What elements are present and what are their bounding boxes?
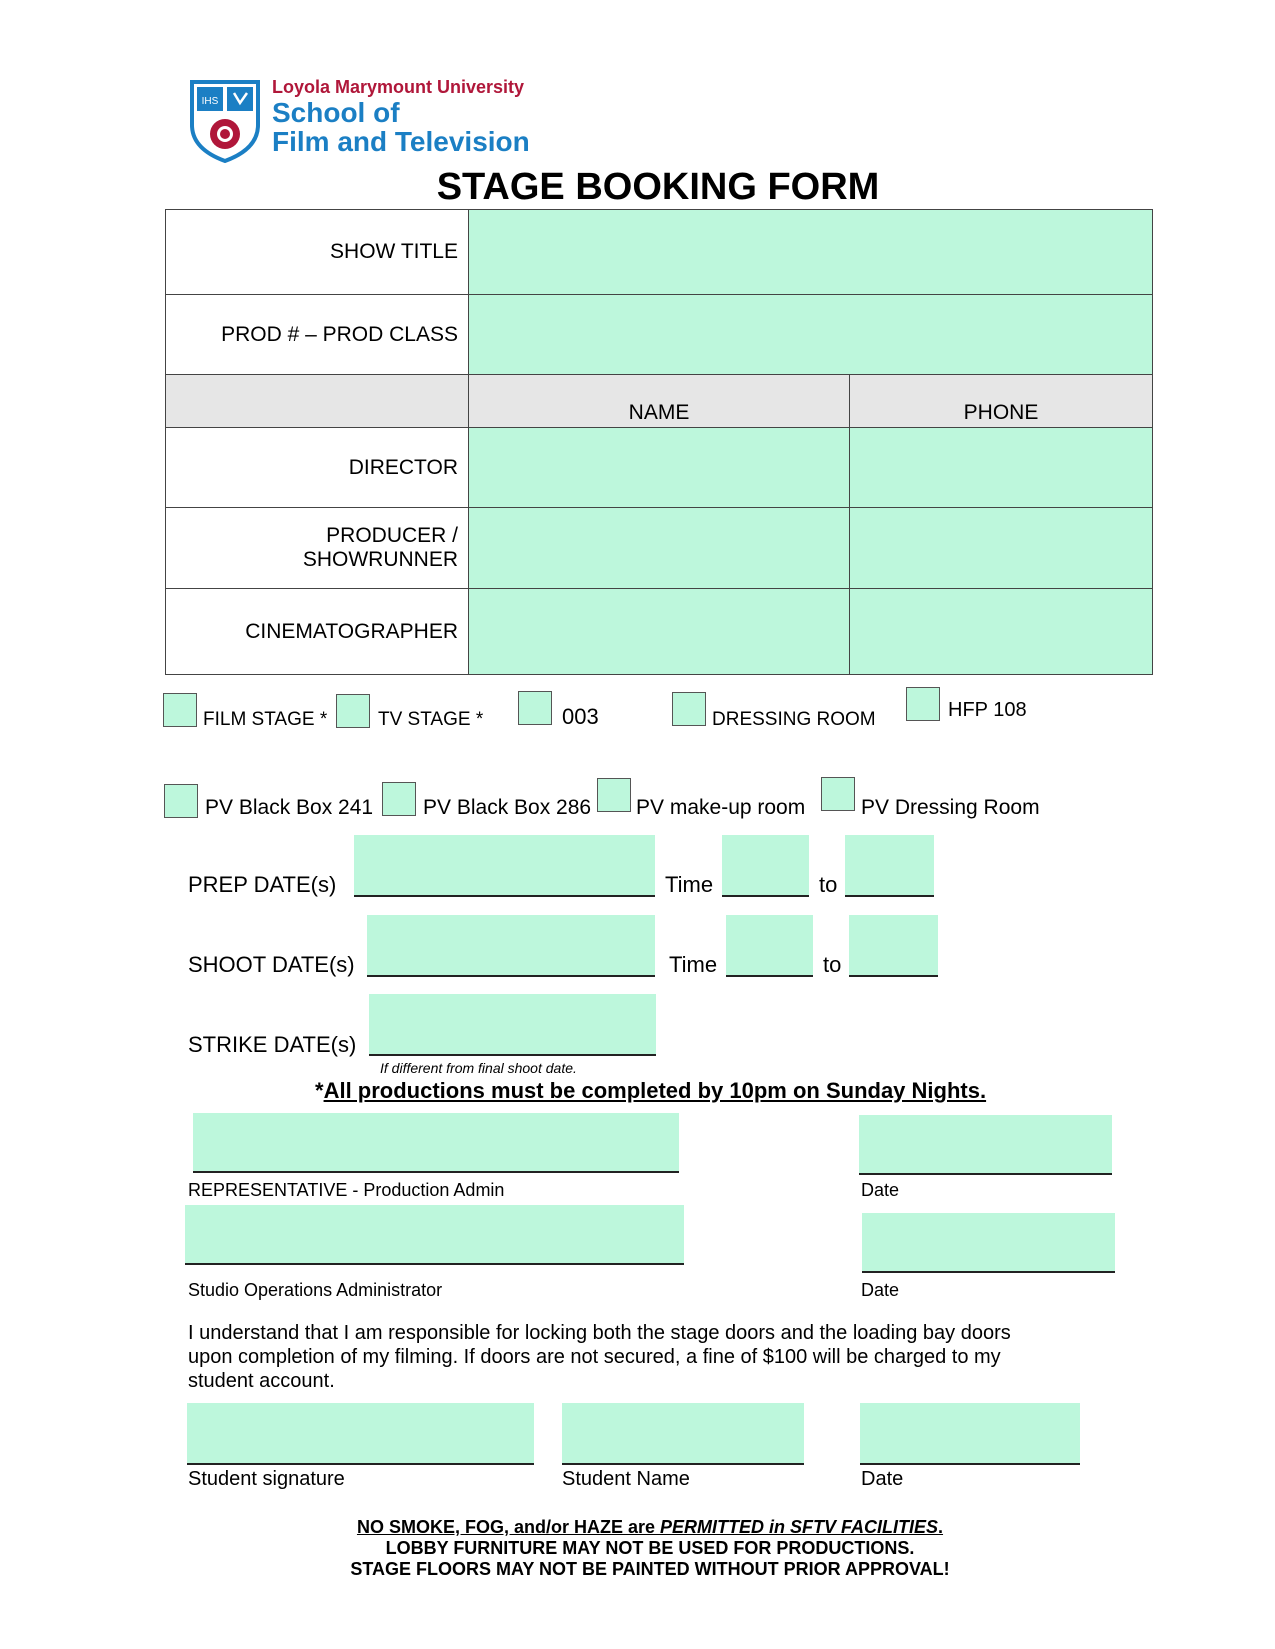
show-title-label: SHOW TITLE [166,210,469,295]
strike-dates-label: STRIKE DATE(s) [188,1032,357,1057]
shoot-dates-field[interactable] [367,915,655,977]
header-blank [166,375,469,428]
prep-to-label: to [819,872,838,897]
pv-dressing-room-checkbox[interactable] [821,777,855,811]
film-stage-checkbox[interactable] [163,693,197,727]
student-name-label: Student Name [562,1468,690,1490]
director-label: DIRECTOR [166,428,469,508]
university-name: Loyola Marymount University [272,77,525,97]
prep-time-end-field[interactable] [845,835,934,897]
student-date-label: Date [861,1468,904,1490]
production-info-table [165,209,1153,675]
pv-black-box-286-label: PV Black Box 286 [423,796,592,819]
producer-label: PRODUCER / SHOWRUNNER [166,508,469,589]
prod-class-label: PROD # – PROD CLASS [166,295,469,375]
dressing-room-checkbox[interactable] [672,692,706,726]
student-signature-field[interactable] [187,1403,534,1465]
pv-makeup-room-checkbox[interactable] [597,778,631,812]
shoot-time-end-field[interactable] [849,915,938,977]
studio-ops-signature-field[interactable] [185,1205,684,1265]
representative-date-label: Date [861,1180,900,1200]
stage-003-checkbox[interactable] [518,691,552,725]
producer-phone-field[interactable] [850,508,1153,589]
footer-line-1-a: NO SMOKE, FOG, and/or HAZE are [356,1517,660,1537]
school-name-line1: School of [272,97,400,128]
prep-time-label: Time [665,872,714,897]
footer-line-1-b: PERMITTED in SFTV FACILITIES [660,1517,939,1537]
show-title-field[interactable] [469,210,1153,295]
dressing-room-label: DRESSING ROOM [712,709,876,730]
agreement-line-2: upon completion of my filming. If doors are not secured, a fine of $100 will be charged to my [188,1346,1001,1368]
notice-text: All productions must be completed by 10pm on Sunday Nights. [323,1078,987,1103]
prep-dates-field[interactable] [354,835,655,897]
phone-column-header: PHONE [850,375,1153,428]
shoot-dates-label: SHOOT DATE(s) [188,952,355,977]
footer-line-2: LOBBY FURNITURE MAY NOT BE USED FOR PRODUCTIONS. [385,1538,915,1558]
studio-ops-label: Studio Operations Administrator [188,1280,443,1300]
director-phone-field[interactable] [850,428,1153,508]
strike-dates-field[interactable] [369,994,656,1056]
svg-text:IHS: IHS [201,96,219,107]
prep-dates-label: PREP DATE(s) [188,872,337,897]
footer-line-3: STAGE FLOORS MAY NOT BE PAINTED WITHOUT PRIOR APPROVAL! [350,1559,950,1579]
representative-label: REPRESENTATIVE - Production Admin [188,1180,505,1200]
cinematographer-label: CINEMATOGRAPHER [166,589,469,675]
studio-ops-date-field[interactable] [862,1213,1115,1273]
shoot-time-start-field[interactable] [726,915,813,977]
shoot-time-label: Time [669,952,718,977]
representative-signature-field[interactable] [193,1113,679,1173]
name-column-header: NAME [469,375,850,428]
pv-black-box-286-checkbox[interactable] [382,782,416,816]
page-title: STAGE BOOKING FORM [436,166,880,208]
footer-line-1-c: . [938,1517,944,1537]
sunday-notice [315,1080,986,1102]
agreement-line-1: I understand that I am responsible for locking both the stage doors and the loading bay doors [188,1322,1011,1344]
tv-stage-checkbox[interactable] [336,694,370,728]
tv-stage-label: TV STAGE * [378,709,484,730]
cinematographer-phone-field[interactable] [850,589,1153,675]
shoot-to-label: to [823,952,842,977]
pv-makeup-room-label: PV make-up room [636,796,806,819]
lmu-crest-icon [189,79,261,163]
representative-date-field[interactable] [859,1115,1112,1175]
agreement-line-3: student account. [188,1370,335,1392]
film-stage-label: FILM STAGE * [203,709,328,730]
pv-black-box-241-label: PV Black Box 241 [205,796,374,819]
notice-asterisk: * [315,1078,324,1103]
prod-class-field[interactable] [469,295,1153,375]
producer-name-field[interactable] [469,508,850,589]
pv-dressing-room-label: PV Dressing Room [861,796,1040,819]
stage-003-label: 003 [562,704,599,729]
student-signature-label: Student signature [188,1468,345,1490]
prep-time-start-field[interactable] [722,835,809,897]
student-name-field[interactable] [562,1403,804,1465]
studio-ops-date-label: Date [861,1280,900,1300]
hfp-108-checkbox[interactable] [906,687,940,721]
footer-line-1 [0,1518,1275,1536]
hfp-108-label: HFP 108 [948,699,1027,721]
pv-black-box-241-checkbox[interactable] [164,784,198,818]
strike-note: If different from final shoot date. [380,1060,577,1076]
director-name-field[interactable] [469,428,850,508]
school-name-line2: Film and Television [272,126,530,157]
cinematographer-name-field[interactable] [469,589,850,675]
student-date-field[interactable] [860,1403,1080,1465]
